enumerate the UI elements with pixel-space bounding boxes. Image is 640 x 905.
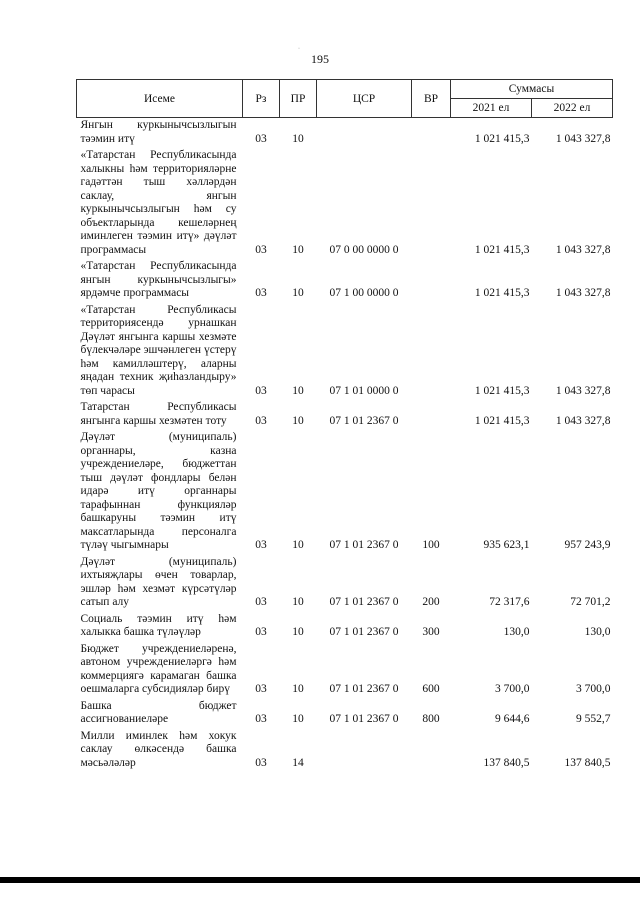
row-amount-2021: 1 021 415,3	[474, 414, 530, 427]
table-row	[77, 400, 613, 430]
row-amount-2021: 130,0	[503, 626, 530, 638]
row-csr: 07 1 01 2367 0	[329, 596, 399, 608]
row-vr: 100	[422, 539, 440, 551]
row-vr	[412, 729, 451, 773]
row-amount-2022: 72 701,2	[570, 596, 611, 608]
row-amount-2021: 3 700,0	[495, 683, 530, 695]
row-vr	[412, 148, 451, 259]
header-rz: Рз	[243, 80, 280, 118]
table-row	[77, 612, 613, 642]
row-rz: 03	[255, 414, 267, 427]
row-csr	[317, 118, 412, 149]
header-year-2022: 2022 ел	[532, 99, 613, 118]
row-name: Социаль тәэмин итү һәм халыкка башка түләүләр	[80, 612, 237, 638]
row-pr: 10	[292, 384, 304, 397]
table-row	[77, 430, 613, 555]
table-header	[77, 80, 613, 118]
table-row	[77, 259, 613, 303]
row-name: Бюджет учреждениеләренә, автоном учреждениеләргә һәм коммерциягә карамаган башка оешмаларга субсидияләр бирү	[80, 642, 237, 695]
row-rz: 03	[255, 756, 267, 769]
table-row	[77, 699, 613, 729]
table-row	[77, 729, 613, 773]
row-rz: 03	[255, 626, 267, 638]
header-pr: ПР	[280, 80, 317, 118]
row-name: «Татарстан Республикасы территориясендә урнашкан Дәүләт янгынга каршы хезмәте бүлекчәләре эшчәнлеген үстерү һәм камилләштерү, аларны яңадан техник җиһазландыру» төп чарасы	[80, 303, 237, 397]
header-sums: Суммасы	[451, 80, 613, 99]
row-name: Татарстан Республикасы янгынга каршы хезмәтен тоту	[80, 401, 237, 427]
row-csr	[317, 729, 412, 773]
table-row	[77, 303, 613, 401]
row-pr: 10	[292, 683, 304, 695]
row-name: Янгын куркынычсызлыгын тәэмин итү	[80, 119, 237, 145]
row-amount-2021: 137 840,5	[483, 756, 530, 769]
row-name: Башка бюджет ассигнованиеләре	[80, 699, 237, 725]
row-pr: 10	[292, 596, 304, 608]
row-vr	[412, 400, 451, 430]
table-row	[77, 555, 613, 612]
row-amount-2021: 1 021 415,3	[474, 384, 530, 397]
header-year-2021: 2021 ел	[451, 99, 532, 118]
page-number: 195	[311, 52, 329, 66]
row-amount-2022: 3 700,0	[576, 683, 611, 695]
row-vr	[412, 259, 451, 303]
row-rz: 03	[255, 596, 267, 608]
row-pr: 10	[292, 132, 304, 145]
row-vr: 300	[422, 626, 440, 638]
row-amount-2021: 72 317,6	[489, 596, 530, 608]
row-vr	[412, 303, 451, 401]
row-csr: 07 1 01 2367 0	[329, 683, 399, 695]
row-amount-2022: 137 840,5	[564, 756, 611, 769]
row-rz: 03	[255, 713, 267, 725]
row-name: «Татарстан Республикасында янгын куркынычсызлыгы» ярдәмче программасы	[80, 260, 237, 299]
row-pr: 10	[292, 539, 304, 551]
table-row	[77, 148, 613, 259]
row-name: Дәүләт (муниципаль) ихтыяҗлары өчен товарлар, эшләр һәм хезмәт күрсәтүләр сатып алу	[80, 555, 237, 608]
row-rz: 03	[255, 384, 267, 397]
row-amount-2022: 1 043 327,8	[555, 384, 611, 397]
row-vr	[412, 118, 451, 149]
table-body	[77, 118, 613, 773]
header-name: Исеме	[77, 80, 243, 118]
row-rz: 03	[255, 539, 267, 551]
row-amount-2022: 1 043 327,8	[555, 243, 611, 256]
row-pr: 14	[292, 756, 304, 769]
row-csr: 07 1 01 2367 0	[329, 713, 399, 725]
row-rz: 03	[255, 287, 267, 299]
row-name: Милли иминлек һәм хокук саклау өлкәсендә башка мәсьәләләр	[80, 729, 237, 769]
row-csr: 07 1 01 2367 0	[329, 626, 399, 638]
row-pr: 10	[292, 243, 304, 256]
row-pr: 10	[292, 626, 304, 638]
row-csr: 07 1 01 2367 0	[329, 539, 399, 551]
row-pr: 10	[292, 287, 304, 299]
row-amount-2022: 1 043 327,8	[555, 287, 611, 299]
scan-edge-bar	[0, 877, 640, 883]
row-rz: 03	[255, 683, 267, 695]
header-csr: ЦСР	[317, 80, 412, 118]
header-vr: ВР	[412, 80, 451, 118]
row-amount-2021: 935 623,1	[483, 539, 530, 551]
row-pr: 10	[292, 414, 304, 427]
table-row	[77, 118, 613, 149]
row-name: Дәүләт (муниципаль) органнары, казна учреждениеләре, бюджеттан тыш дәүләт фондлары белән идарә итү органнары тарафыннан функцияләр башкаруны тәэмин итү максатларында персоналга түләү чыгымнары	[80, 431, 237, 551]
row-csr: 07 1 01 0000 0	[329, 384, 399, 397]
row-amount-2021: 1 021 415,3	[474, 287, 530, 299]
row-csr: 07 0 00 0000 0	[329, 243, 399, 256]
row-pr: 10	[292, 713, 304, 725]
row-csr: 07 1 01 2367 0	[329, 414, 399, 427]
row-amount-2022: 9 552,7	[576, 713, 611, 725]
row-amount-2022: 1 043 327,8	[555, 132, 611, 145]
row-amount-2022: 1 043 327,8	[555, 414, 611, 427]
row-amount-2021: 9 644,6	[495, 713, 530, 725]
row-vr: 200	[422, 596, 440, 608]
row-amount-2022: 130,0	[584, 626, 611, 638]
row-vr: 800	[422, 713, 440, 725]
row-vr: 600	[422, 683, 440, 695]
row-name: «Татарстан Республикасында халыкны һәм территорияләрне гадәттән тыш хәлләрдән саклау, янгын куркынычсызлыгын һәм су объектларында кешеләрнең иминлеген тәэмин итү» дәүләт программасы	[80, 149, 237, 256]
row-amount-2021: 1 021 415,3	[474, 132, 530, 145]
budget-table	[76, 79, 613, 772]
row-rz: 03	[255, 243, 267, 256]
row-amount-2022: 957 243,9	[564, 539, 611, 551]
row-amount-2021: 1 021 415,3	[474, 243, 530, 256]
row-csr: 07 1 00 0000 0	[329, 287, 399, 299]
scan-speck: ·	[298, 46, 300, 52]
row-rz: 03	[255, 132, 267, 145]
table-row	[77, 642, 613, 699]
